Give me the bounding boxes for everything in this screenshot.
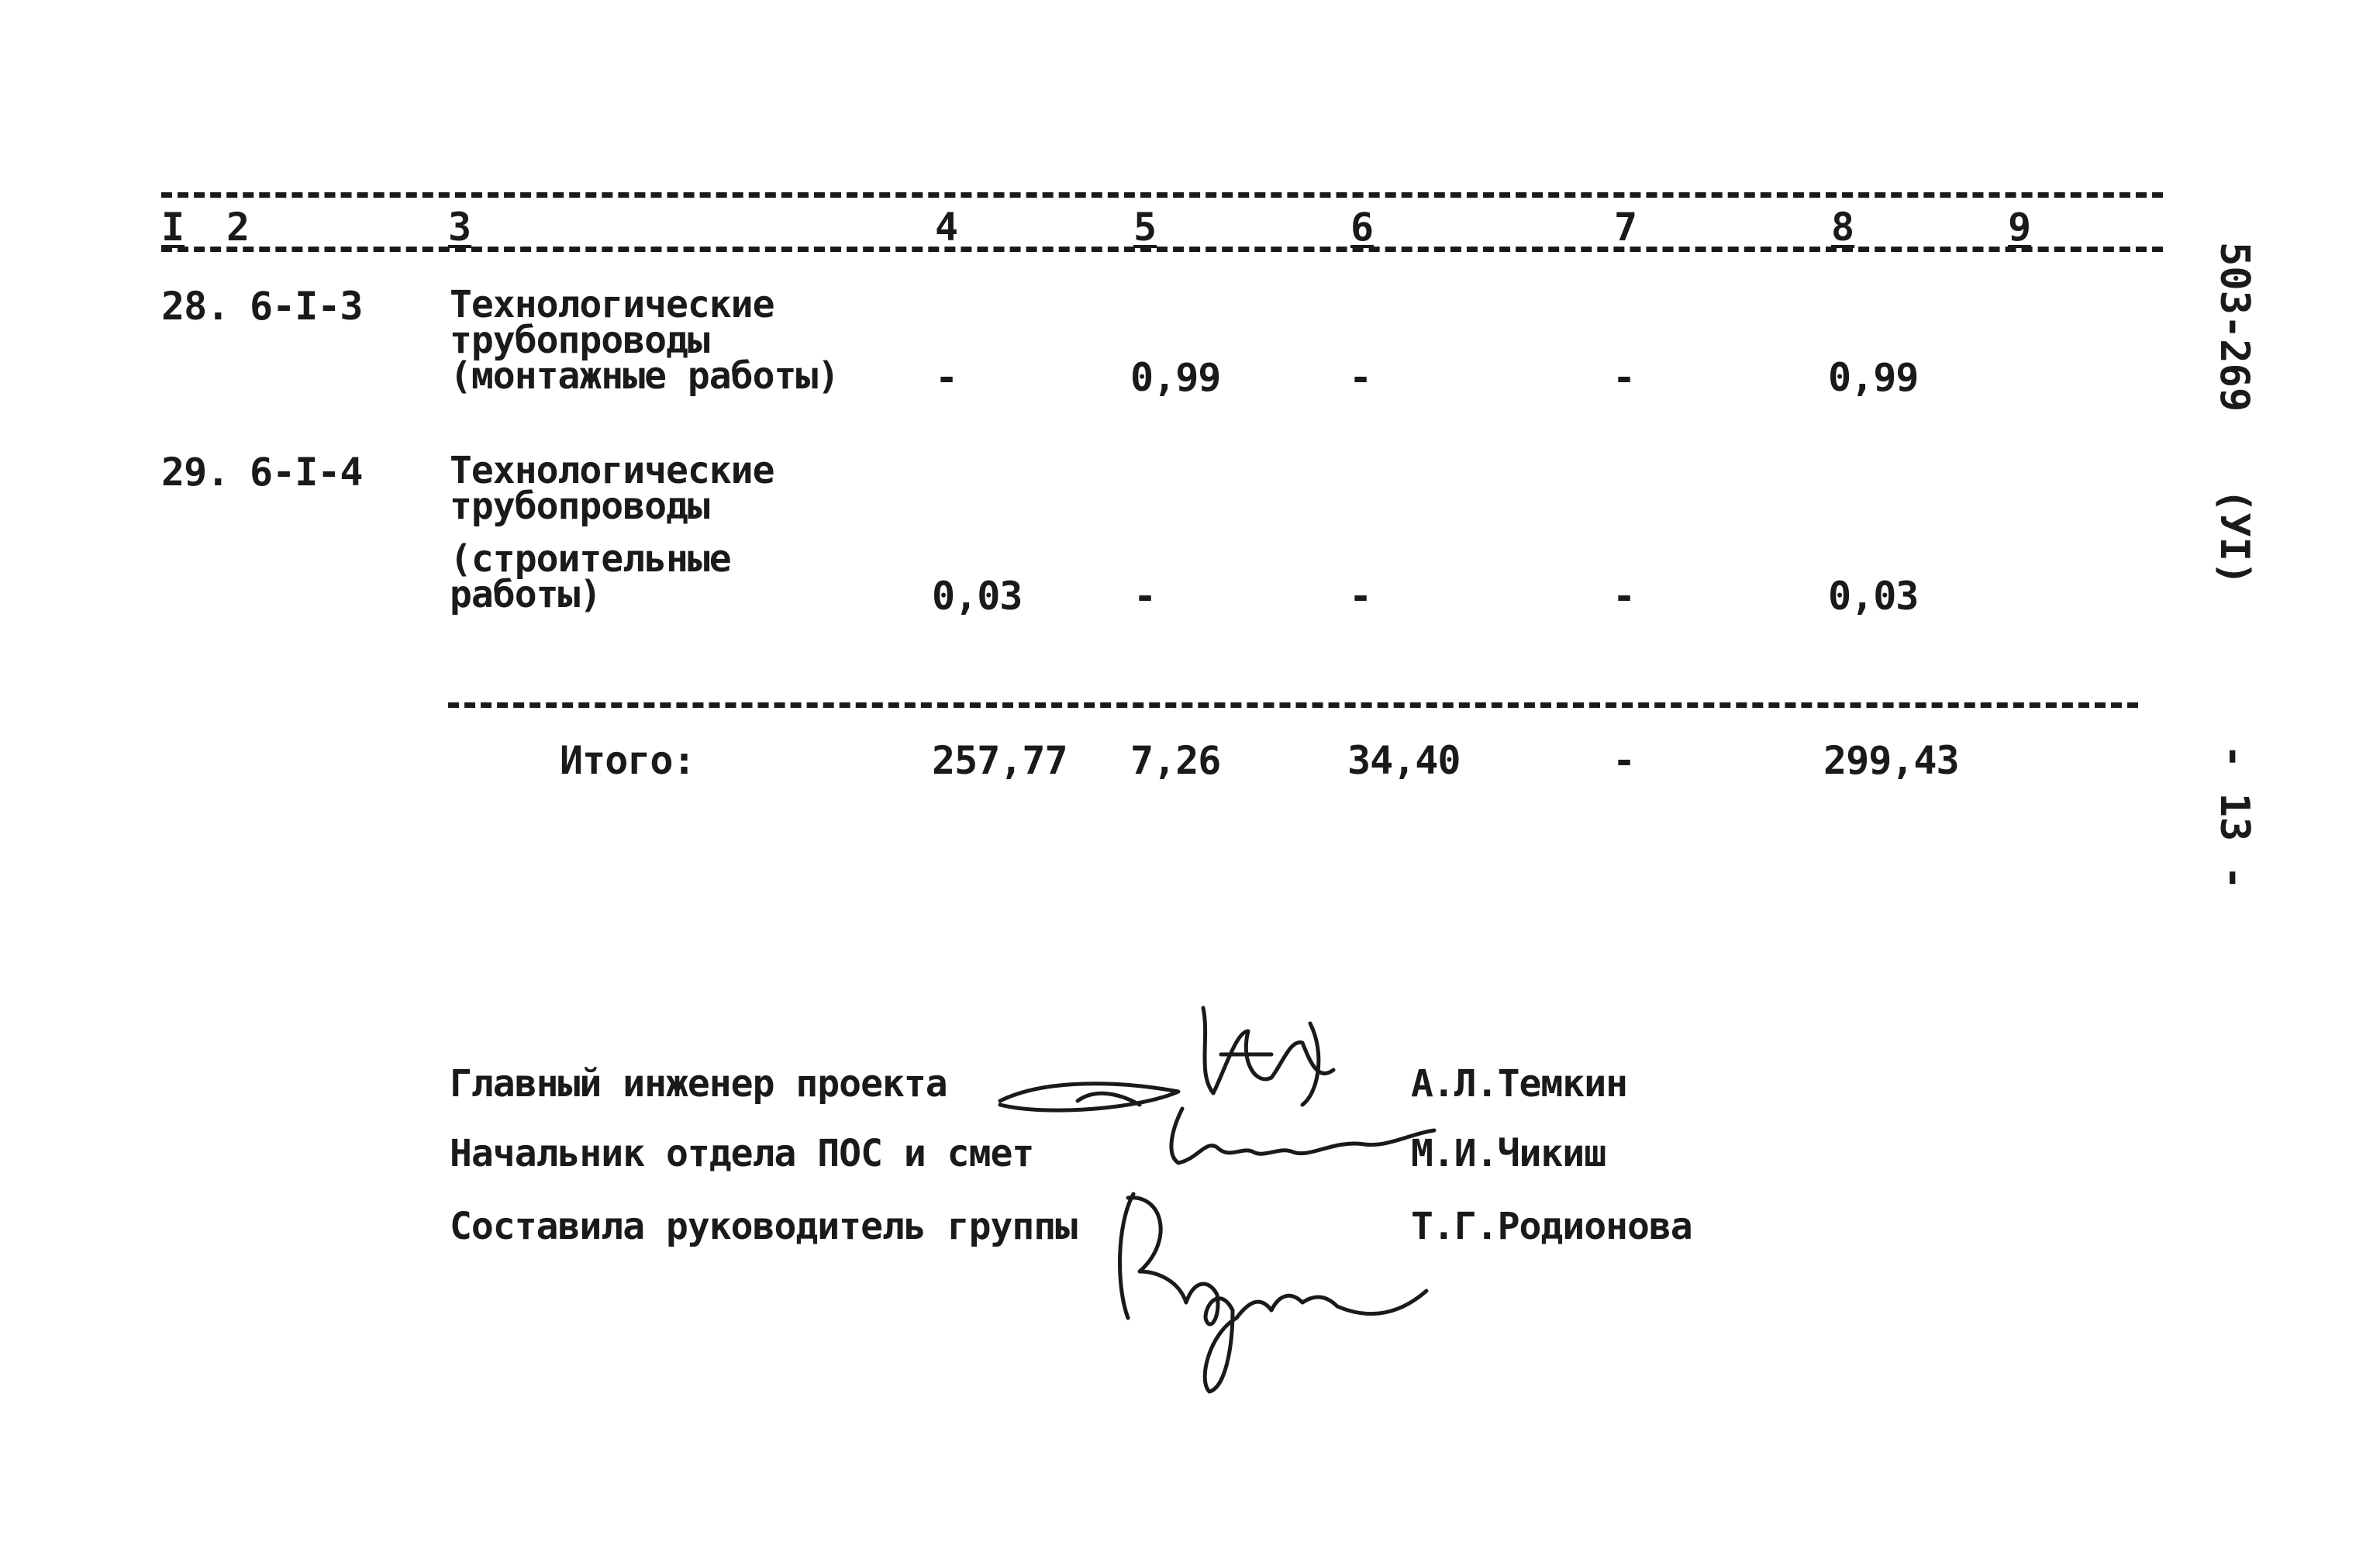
row-28-col7: - bbox=[1613, 355, 1636, 400]
signature-name-group-leader: Т.Г.Родионова bbox=[1411, 1205, 1692, 1248]
signature-mark-rodionova bbox=[1120, 1194, 1426, 1392]
col-header-4: 4 bbox=[935, 205, 959, 250]
row-28-description-line2: трубопроводы bbox=[450, 319, 709, 362]
signature-name-department-head: М.И.Чикиш bbox=[1411, 1132, 1606, 1175]
side-doc-code: 503-269 bbox=[2211, 242, 2258, 412]
total-col7: - bbox=[1613, 738, 1636, 783]
signature-role-group-leader: Составила руководитель группы bbox=[450, 1205, 1078, 1248]
signature-mark-chikish bbox=[1000, 1084, 1434, 1163]
row-29-col4: 0,03 bbox=[932, 574, 1023, 619]
row-28-col8: 0,99 bbox=[1828, 355, 1919, 400]
signature-role-department-head: Начальник отдела ПОС и смет bbox=[450, 1132, 1034, 1175]
row-29-description-line3: (строительные bbox=[450, 537, 731, 581]
row-29-code: 6-I-4 bbox=[250, 450, 363, 495]
total-col5: 7,26 bbox=[1130, 738, 1221, 783]
row-29-description-line2: трубопроводы bbox=[450, 485, 709, 528]
col-header-5: 5 bbox=[1133, 205, 1157, 250]
row-29-number: 29. bbox=[161, 450, 229, 495]
total-label: Итого: bbox=[560, 738, 695, 783]
total-col6: 34,40 bbox=[1347, 738, 1461, 783]
side-series: (УI) bbox=[2211, 488, 2258, 586]
col-header-3: 3 bbox=[448, 205, 472, 250]
side-page-number: - 13 - bbox=[2211, 744, 2258, 890]
col-header-7: 7 bbox=[1614, 205, 1638, 250]
row-28-number: 28. bbox=[161, 284, 229, 329]
row-29-col7: - bbox=[1613, 574, 1636, 619]
row-29-description-line1: Технологические bbox=[450, 449, 774, 492]
row-29-col8: 0,03 bbox=[1828, 574, 1919, 619]
row-28-code: 6-I-3 bbox=[250, 284, 363, 329]
row-28-col6: - bbox=[1349, 355, 1372, 400]
total-col4: 257,77 bbox=[932, 738, 1068, 783]
col-header-6: 6 bbox=[1350, 205, 1375, 250]
col-header-9: 9 bbox=[2008, 205, 2032, 250]
row-29-col5: - bbox=[1133, 574, 1157, 619]
col-header-8: 8 bbox=[1831, 205, 1855, 250]
signature-mark-temkin bbox=[1203, 1008, 1333, 1105]
total-col8: 299,43 bbox=[1823, 738, 1959, 783]
row-28-col4: - bbox=[935, 355, 958, 400]
row-29-col6: - bbox=[1349, 574, 1372, 619]
row-28-col5: 0,99 bbox=[1130, 355, 1221, 400]
signature-name-chief-engineer: А.Л.Темкин bbox=[1411, 1062, 1627, 1106]
col-header-1: I bbox=[161, 205, 185, 250]
signature-role-chief-engineer: Главный инженер проекта bbox=[450, 1062, 947, 1106]
row-28-description-line1: Технологические bbox=[450, 283, 774, 326]
row-29-description-line4: работы) bbox=[450, 573, 602, 616]
row-28-description-line3: (монтажные работы) bbox=[450, 354, 840, 398]
col-header-2: 2 bbox=[226, 205, 250, 250]
